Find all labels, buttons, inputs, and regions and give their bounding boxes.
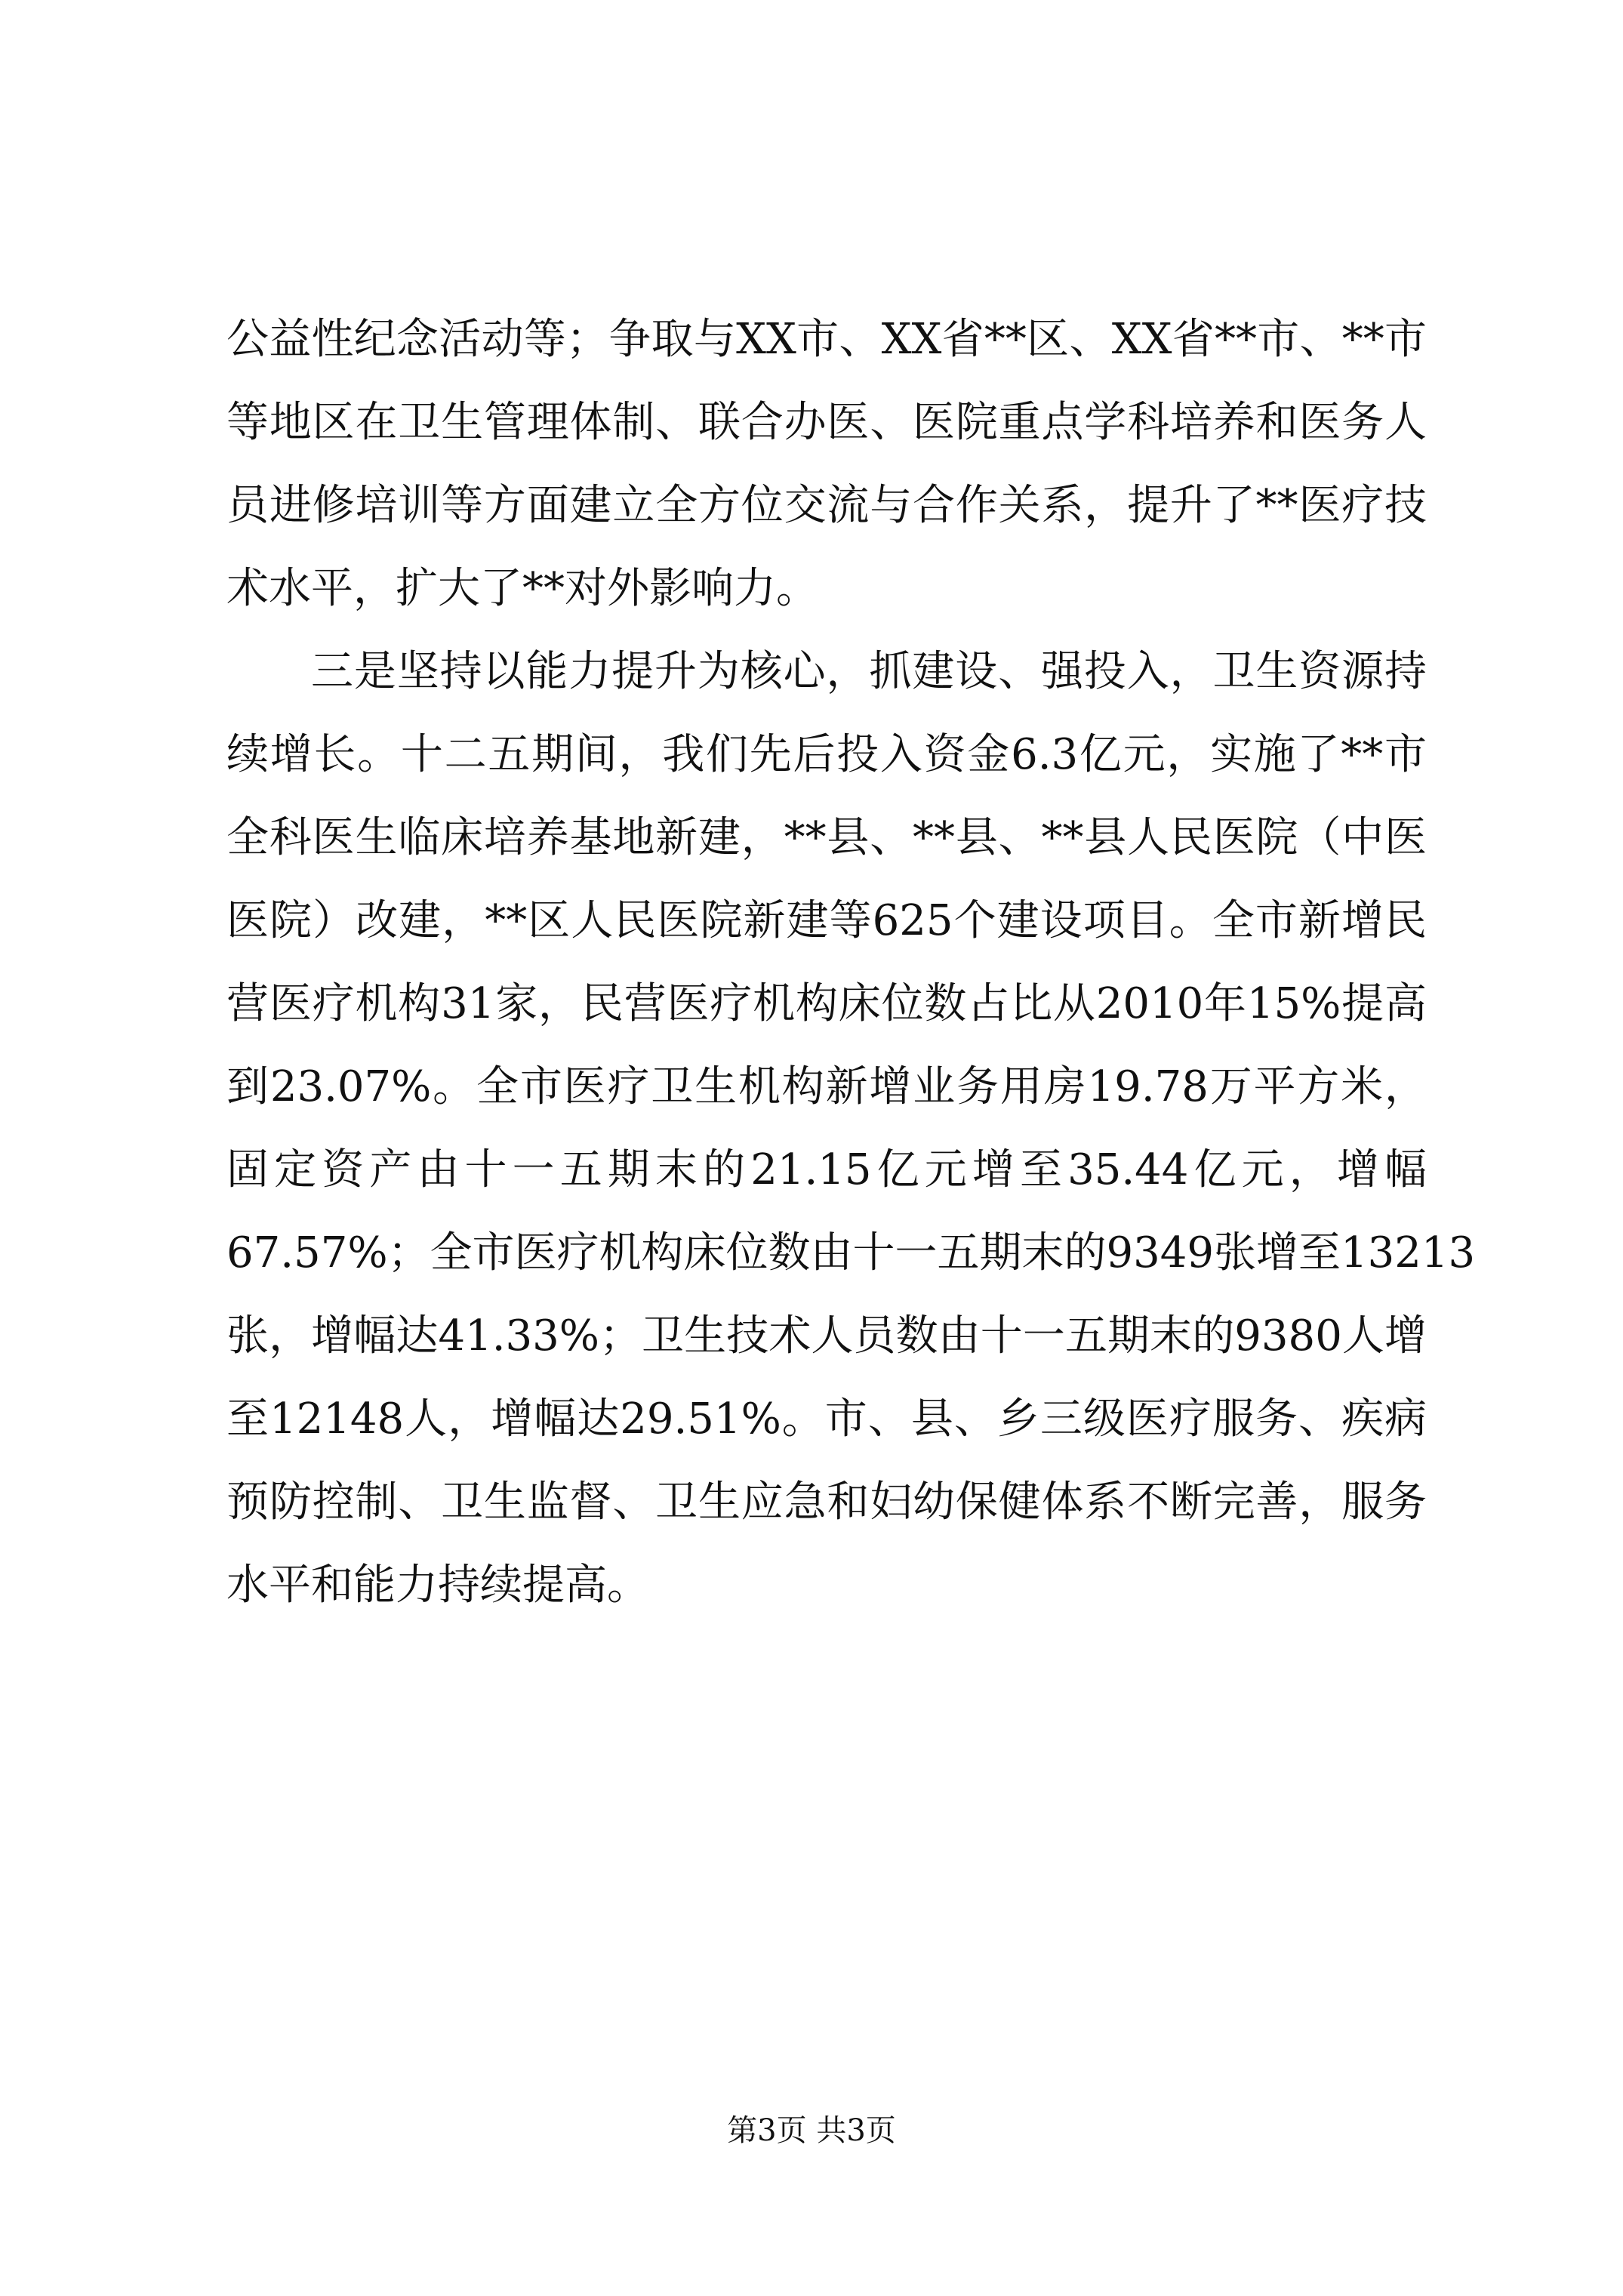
paragraph-2 xyxy=(226,630,1476,1627)
paragraph-line: 营医疗机构31家，民营医疗机构床位数占比从2010年15%提高 xyxy=(226,979,1427,1028)
paragraph-line: 固定资产由十一五期末的21.15亿元增至35.44亿元，增幅 xyxy=(226,1145,1427,1194)
paragraph-line: 至12148人，增幅达29.51%。市、县、乡三级医疗服务、疾病 xyxy=(226,1395,1427,1444)
paragraph-line: 到23.07%。全市医疗卫生机构新增业务用房19.78万平方米， xyxy=(226,1062,1427,1111)
document-body xyxy=(226,298,1476,1627)
paragraph-line: 续增长。十二五期间，我们先后投入资金6.3亿元，实施了**市 xyxy=(226,730,1427,779)
page-footer: 第3页 共3页 xyxy=(727,2113,896,2148)
paragraph-line: 张，增幅达41.33%；卫生技术人员数由十一五期末的9380人增 xyxy=(226,1311,1427,1361)
paragraph-line: 预防控制、卫生监督、卫生应急和妇幼保健体系不断完善，服务 xyxy=(226,1478,1427,1527)
paragraph-line: 67.57%；全市医疗机构床位数由十一五期末的9349张增至13213 xyxy=(226,1228,1476,1277)
paragraph-line: 医院）改建，**区人民医院新建等625个建设项目。全市新增民 xyxy=(226,896,1427,945)
paragraph-line: 等地区在卫生管理体制、联合办医、医院重点学科培养和医务人 xyxy=(226,398,1427,447)
paragraph-line: 公益性纪念活动等；争取与XX市、XX省**区、XX省**市、**市 xyxy=(226,315,1427,364)
paragraph-line: 术水平，扩大了**对外影响力。 xyxy=(226,564,818,613)
paragraph-line: 三是坚持以能力提升为核心，抓建设、强投入，卫生资源持 xyxy=(311,647,1427,696)
paragraph-line: 水平和能力持续提高。 xyxy=(226,1561,649,1610)
paragraph-1 xyxy=(226,298,1427,630)
paragraph-line: 员进修培训等方面建立全方位交流与合作关系，提升了**医疗技 xyxy=(226,481,1427,530)
paragraph-line: 全科医生临床培养基地新建，**县、**县、**县人民医院（中医 xyxy=(226,813,1427,862)
